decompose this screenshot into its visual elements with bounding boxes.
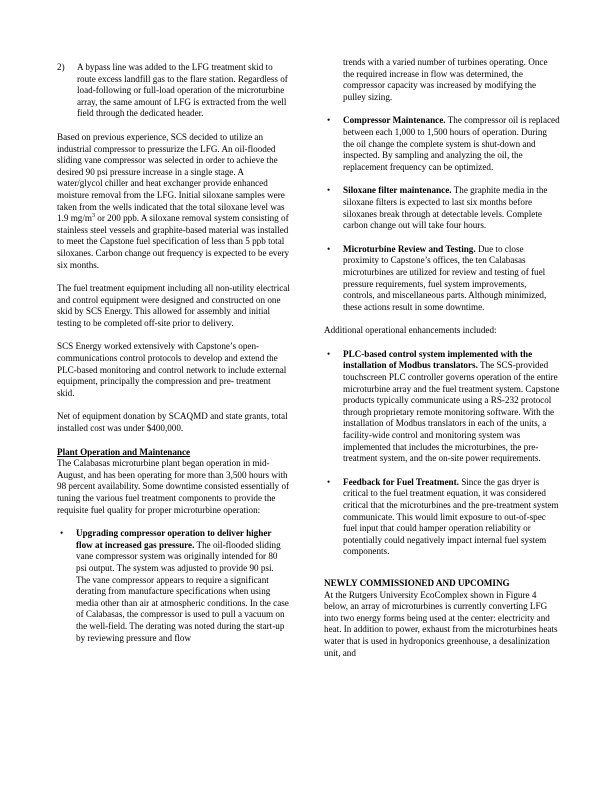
bullet-title: Upgrading compressor operation to deliver higher flow at increased gas pressure.: [76, 528, 272, 550]
bullet-item: [324, 185, 560, 231]
bullet-title: Microturbine Review and Testing.: [343, 243, 476, 254]
paragraph-plant-operation: The Calabasas microturbine plant began operation in mid-August, and has been operating for more than 3,500 hours with 98 percent availability. Some downtime consisted essentially of tuning the various fuel treatment components to provide the requisite fuel quality for proper microturbine operation:: [57, 458, 290, 515]
paragraph-rutgers: At the Rutgers University EcoComplex shown in Figure 4 below, an array of microturbines is currently converting LFG into two energy forms being used at the center: electricity and heat. In addition to power, exhaust from the microturbines heats water that is used in hydroponics greenhouse, a desalinization unit, and: [324, 589, 558, 658]
bullet-icon: •: [327, 185, 331, 196]
bullet-text: Since the gas dryer is critical to the fuel treatment equation, it was considered critical that the microturbines and the pre-treatment system communicate. This would limit exposure to out-of-spec fuel input that could hamper operation reliability or potentially could negatively impact internal fuel system components.: [343, 476, 559, 557]
right-column: [324, 57, 560, 671]
bullet-text: The oil-flooded sliding vane compressor system was originally intended for 80 psi output. The system was adjusted to provide 90 psi. The vane compressor appears to require a significant derating from manufacture specifications when using media other than air at atmospheric conditions. In the case of Calabasas, the compressor is used to pull a vacuum on the well-field. The derating was noted during the start-up by reviewing pressure and flow: [76, 539, 289, 643]
paragraph-capstone-protocols: SCS Energy worked extensively with Capstone’s open-communications control protocols to develop and extend the PLC-based monitoring and control network to include external equipment, principally the compression and pre- treatment skid.: [57, 341, 287, 398]
bullet-item: [324, 244, 560, 314]
bullet-text: The graphite media in the siloxane filters is expected to last six months before siloxanes break through at detectable levels. Complete carbon change out will take four hours.: [343, 185, 548, 231]
bullet-item: [324, 477, 560, 558]
paragraph-additional-enhancements: Additional operational enhancements included:: [324, 325, 497, 336]
bullet-icon: •: [327, 476, 331, 487]
bullet-title: Siloxane filter maintenance.: [343, 185, 452, 196]
bullet-item: [324, 115, 560, 173]
section-heading-plant-operation: Plant Operation and Maintenance: [57, 446, 191, 457]
left-column: [57, 62, 290, 656]
bullet-icon: •: [327, 115, 331, 126]
bullet-title: Feedback for Fuel Treatment.: [343, 476, 459, 487]
bullet-title: Compressor Maintenance.: [343, 115, 446, 126]
item-number: 2): [57, 62, 65, 72]
numbered-item-2: [57, 62, 290, 120]
bullet-text: Due to close proximity to Capstone’s offices, the ten Calabasas microturbines are utilized for review and testing of fuel pressure requirements, fuel system improvements, controls, and miscellaneous parts. Although minimized, these actions result in some downtime.: [343, 243, 547, 312]
paragraph-installed-cost: Net of equipment donation by SCAQMD and state grants, total installed cost was under $400,000.: [57, 411, 288, 434]
bullet-icon: •: [327, 243, 331, 254]
bullet-icon: •: [327, 348, 331, 359]
bullet-item: [57, 528, 290, 644]
item-text: A bypass line was added to the LFG treatment skid to route excess landfill gas to the flare station. Regardless of load-following or full-load operation of the microturbine array, the same amount of LFG is extracted from the well field through the dedicated header.: [77, 62, 288, 119]
bullet-text: The compressor oil is replaced between each 1,000 to 1,500 hours of operation. During the oil change the complete system is shut-down and inspected. By sampling and analyzing the oil, the replacement frequency can be optimized.: [343, 115, 560, 172]
paragraph-compressor-selection: Based on previous experience, SCS decided to utilize an industrial compressor to pressurize the LFG. An oil-flooded sliding vane compressor was selected in order to achieve the desired 90 psi pressure increase in a single stage. A water/glycol chiller and heat exchanger provide enhanced moisture removal from the LFG. Initial siloxane samples were taken from the wells indicated that the total siloxane level was 1.9 $mg/m^3$ or 200 ppb. A siloxane removal system consisting of stainless steel vessels and graphite-based material was installed to meet the Capstone fuel specification of less than 5 ppb total siloxanes. Carbon change out frequency is expected to be every six months.: [57, 131, 290, 270]
bullet-title: PLC-based control system implemented with the installation of Modbus translators.: [343, 348, 533, 371]
bullet-text: The SCS-provided touchscreen PLC controller governs operation of the entire microturbine array and the fuel treatment system. Capstone products typically communicate using a RS-232 protocol through proprietary remote monitoring software. With the installation of Modbus translators in each of the units, a facility-wide control and monitoring system was implemented that includes the microturbines, the pre-treatment system, and the on-site power requirements.: [343, 360, 560, 464]
paragraph-fuel-treatment-skid: The fuel treatment equipment including all non-utility electrical and control equipment were designed and constructed on one skid by SCS Energy. This allowed for assembly and initial testing to be completed off-site prior to delivery.: [57, 283, 290, 328]
bullet-continuation: trends with a varied number of turbines operating. Once the required increase in flow was determined, the compressor capacity was increased by modifying the pulley sizing.: [343, 57, 548, 102]
section-heading-newly-commissioned: NEWLY COMMISSIONED AND UPCOMING: [324, 577, 510, 588]
bullet-icon: •: [60, 528, 64, 539]
bullet-item: [324, 349, 560, 465]
